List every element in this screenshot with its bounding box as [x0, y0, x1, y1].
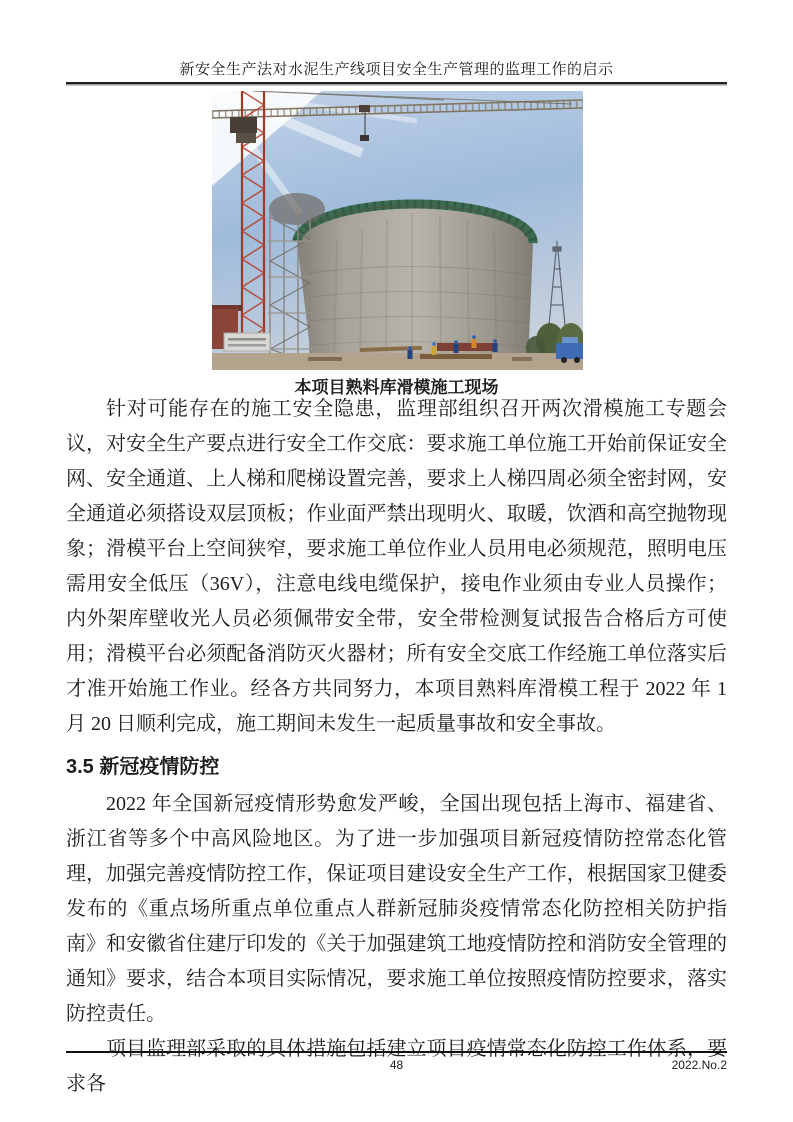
page-header-title: 新安全生产法对水泥生产线项目安全生产管理的监理工作的启示	[179, 62, 614, 78]
figure-caption: 本项目熟料库滑模施工现场	[294, 378, 499, 397]
paragraph-slipform-safety: 针对可能存在的施工安全隐患，监理部组织召开两次滑模施工专题会议，对安全生产要点进行安全工作交底：要求施工单位施工开始前保证安全网、安全通道、上人梯和爬梯设置完善，要求上人梯四周必须全密封网，安全通道必须搭设双层顶板；作业面严禁出现明火、取暖，饮酒和高空抛物现象；滑模平台上空间狭窄，要求施工单位作业人员用电必须规范，照明电压需用安全低压（36V），注意电线电缆保护，接电作业须由专业人员操作；内外架库壁收光人员必须佩带安全带，安全带检测复试报告合格后方可使用；滑模平台必须配备消防灭火器材；所有安全交底工作经施工单位落实后才准开始施工作业。经各方共同努力，本项目熟料库滑模工程于 2022 年 1 月 20 日顺利完成，施工期间未发生一起质量事故和安全事故。	[66, 398, 727, 735]
body-text	[66, 392, 727, 1102]
header-rule	[66, 82, 727, 84]
footer-page-number: 48	[389, 1058, 404, 1072]
construction-photo	[212, 91, 583, 370]
paragraph-covid-overview: 2022 年全国新冠疫情形势愈发严峻，全国出现包括上海市、福建省、浙江省等多个中高风险地区。为了进一步加强项目新冠疫情防控常态化管理，加强完善疫情防控工作，保证项目建设安全生产工作，根据国家卫健委发布的《重点场所重点单位重点人群新冠肺炎疫情常态化防控相关防护指南》和安徽省住建厅印发的《关于加强建筑工地疫情防控和消防安全管理的通知》要求，结合本项目实际情况，要求施工单位按照疫情防控要求，落实防控责任。	[66, 793, 727, 1025]
construction-photo-svg	[212, 91, 583, 370]
footer-issue-label: 2022.No.2	[671, 1058, 727, 1072]
footer-rule	[66, 1051, 727, 1053]
clinker-silo	[297, 204, 533, 365]
section-heading-covid: 3.5 新冠疫情防控	[66, 756, 220, 778]
paragraph-covid-measures: 项目监理部采取的具体措施包括建立项目疫情常态化防控工作体系，要求各	[66, 1038, 727, 1095]
